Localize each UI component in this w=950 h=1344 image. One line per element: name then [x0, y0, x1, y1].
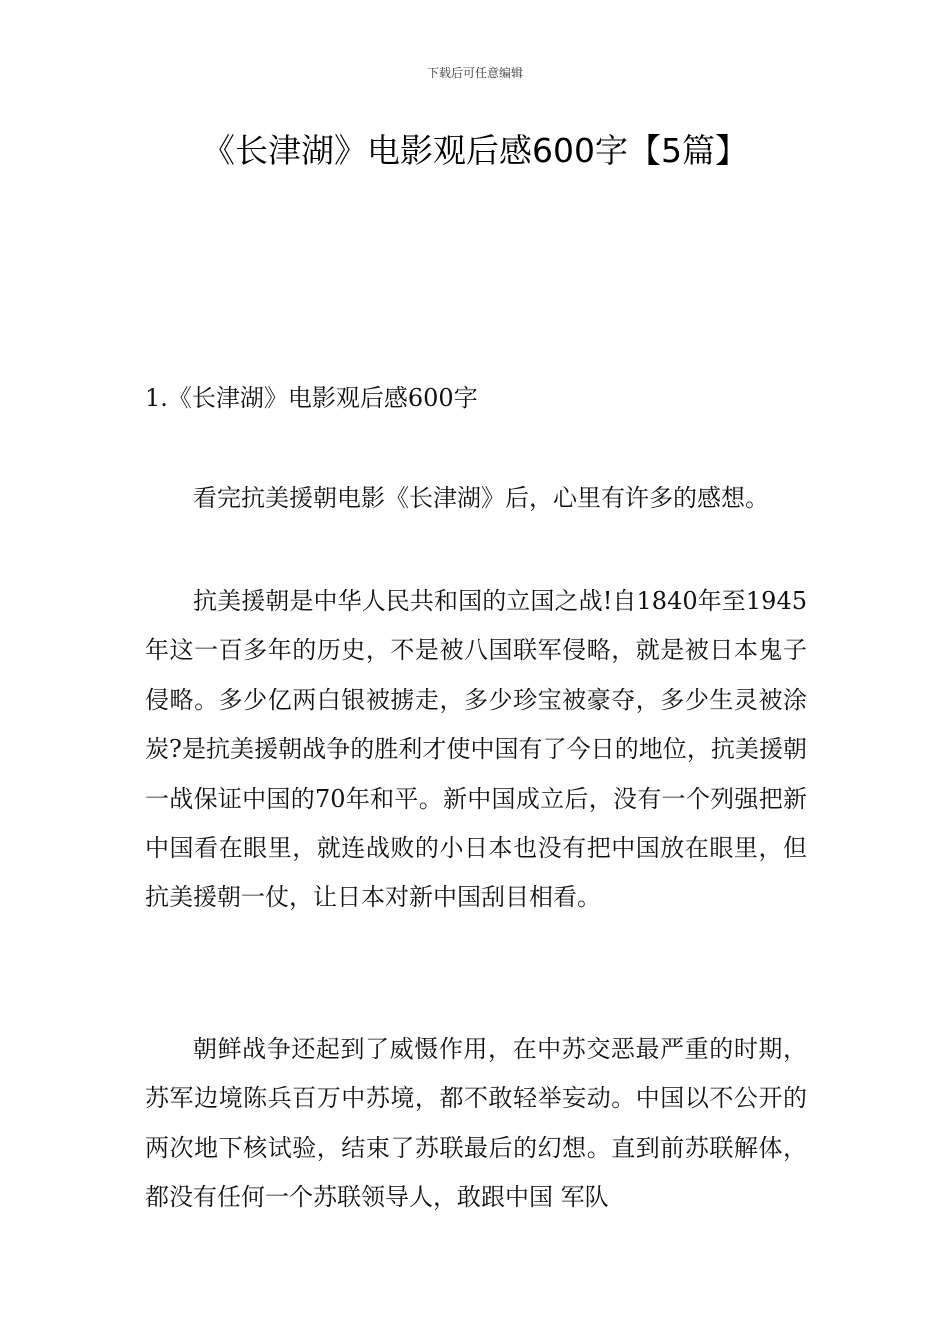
- page-header-note: 下载后可任意编辑: [426, 66, 523, 80]
- paragraph-deterrence: 朝鲜战争还起到了威慑作用，在中苏交恶最严重的时期，苏军边境陈兵百万中苏境，都不敢轻举妄动。中国以不公开的两次地下核试验，结束了苏联最后的幻想。直到前苏联解体，都没有任何一个苏联领导人，敢跟中国 军队: [145, 1035, 807, 1212]
- section-heading: 1.《长津湖》电影观后感600字: [145, 384, 478, 412]
- paragraph-history: 抗美援朝是中华人民共和国的立国之战!自1840年至1945年这一百多年的历史，不是被八国联军侵略，就是被日本鬼子侵略。多少亿两白银被掳走，多少珍宝被豪夺，多少生灵被涂炭?是抗美援朝战争的胜利才使中国有了今日的地位，抗美援朝一战保证中国的70年和平。新中国成立后，没有一个列强把新中国看在眼里，就连战败的小日本也没有把中国放在眼里，但抗美援朝一仗，让日本对新中国刮目相看。: [145, 587, 807, 912]
- document-title: 《长津湖》电影观后感600字【5篇】: [202, 131, 748, 170]
- paragraph-intro: 看完抗美援朝电影《长津湖》后，心里有许多的感想。: [193, 484, 769, 512]
